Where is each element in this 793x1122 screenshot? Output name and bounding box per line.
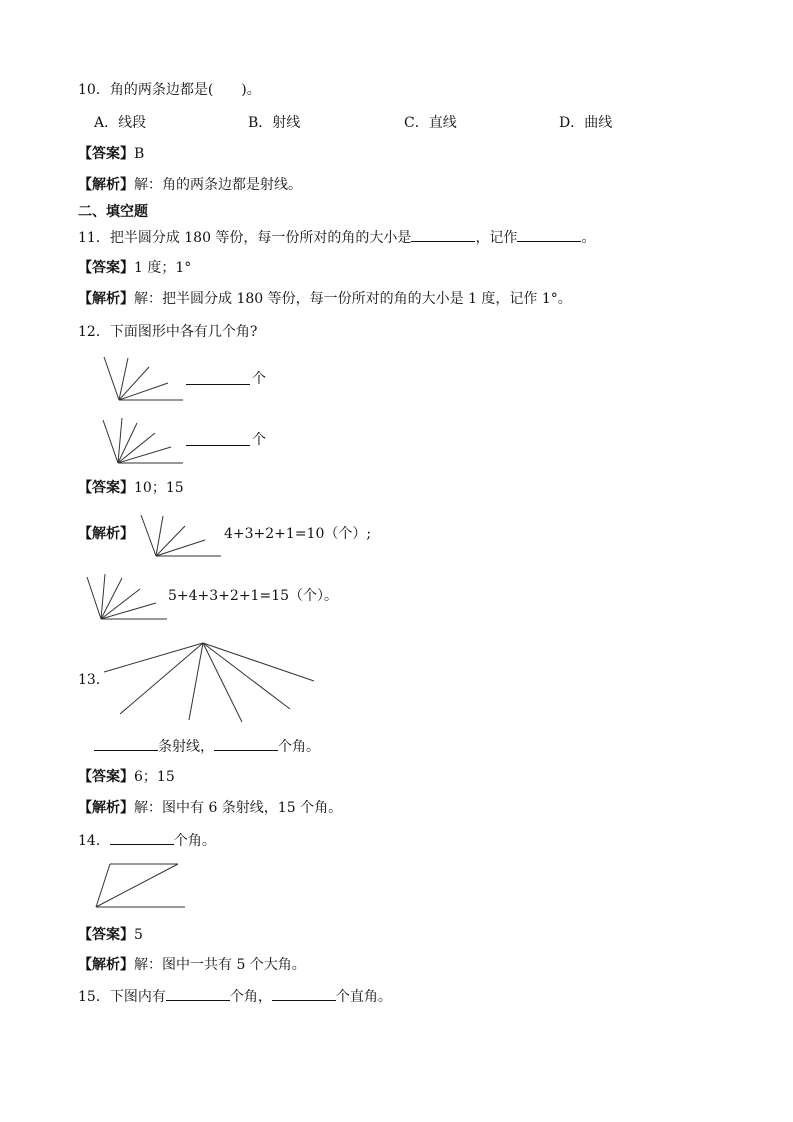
q12-unit-1: 个 (252, 371, 266, 387)
q11-stem-text-b: ，记作 (475, 230, 518, 246)
q15-stem (78, 986, 392, 1007)
q15-stem-text-c: 个直角。 (335, 989, 392, 1005)
q10-stem: 10．角的两条边都是( )。 (78, 82, 261, 98)
q10-option-a: A．线段 (94, 115, 147, 131)
q12-unit-2: 个 (252, 432, 266, 448)
fill-blank (272, 986, 336, 1001)
q13-label-b: 个角。 (278, 739, 320, 755)
section-heading: 二、填空题 (78, 204, 148, 220)
answer-tag: 【答案】 (78, 927, 134, 943)
q10-option-b: B．射线 (248, 115, 301, 131)
q12-stem: 12．下面图形中各有几个角? (78, 324, 258, 340)
fill-blank (166, 986, 230, 1001)
q12-formula-2: 5+4+3+2+1=15（个）。 (168, 588, 339, 604)
answer-tag: 【答案】 (78, 769, 134, 785)
q13-label-a: 条射线， (158, 739, 214, 755)
q12-formula-1: 4+3+2+1=10（个）; (224, 526, 372, 542)
analysis-tag: 【解析】 (78, 291, 134, 307)
q10-option-c: C．直线 (404, 115, 457, 131)
analysis-tag: 【解析】 (78, 800, 134, 816)
analysis-tag: 【解析】 (78, 177, 134, 193)
analysis-text: 解：把半圆分成 180 等份，每一份所对的角的大小是 1 度，记作 1°。 (134, 291, 572, 307)
answer-value: 5 (134, 927, 143, 943)
q13-number: 13． (78, 672, 110, 688)
answer-tag: 【答案】 (78, 260, 134, 276)
analysis-text: 解：图中有 6 条射线，15 个角。 (134, 800, 343, 816)
answer-tag: 【答案】 (78, 480, 134, 496)
answer-value: B (134, 146, 145, 162)
q14-analysis (78, 955, 306, 975)
answer-tag: 【答案】 (78, 146, 134, 162)
analysis-text: 解：角的两条边都是射线。 (134, 177, 302, 193)
q12-analysis-tag: 【解析】 (78, 526, 134, 542)
q11-stem-text-a: 11．把半圆分成 180 等份，每一份所对的角的大小是 (78, 230, 412, 246)
q14-label: 个角。 (173, 833, 216, 849)
q15-stem-text-a: 15．下图内有 (78, 989, 166, 1005)
answer-value: 1 度；1° (134, 260, 192, 276)
q14-answer (78, 925, 143, 945)
answer-value: 10；15 (134, 480, 184, 496)
analysis-text: 解：图中一共有 5 个大角。 (134, 957, 306, 973)
q14-number: 14． (78, 833, 110, 849)
answer-value: 6；15 (134, 769, 175, 785)
q15-stem-text-b: 个角， (229, 989, 272, 1005)
q11-stem-text-c: 。 (581, 230, 596, 246)
q10-option-d: D．曲线 (559, 115, 613, 131)
analysis-tag: 【解析】 (78, 957, 134, 973)
